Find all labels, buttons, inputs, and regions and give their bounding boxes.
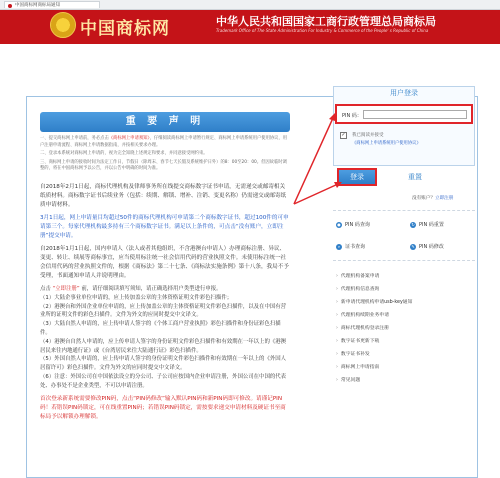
agreement-label: 我已阅读并接受	[352, 133, 384, 138]
menu-item[interactable]: › 数字证书补发	[336, 348, 412, 361]
service-menu	[336, 270, 412, 387]
browser-tab-title: 中国商标网商标局通知	[15, 3, 60, 8]
login-panel	[333, 86, 475, 166]
national-emblem-icon	[50, 12, 76, 38]
login-title: 用户登录	[390, 89, 418, 97]
pin-warning: 首次登录新系统需要修改PIN码，点击“PIN码修改”输入默认PIN码和新PIN码即可修改。请谨记PIN码！若错误PIN码锁定，可在线重置PIN码；若错误PIN码锁定，需按要求递交申请材料及硬证书至商标局予以解锁办理解锁。	[40, 395, 286, 420]
reset-button[interactable]: 重置	[400, 168, 430, 186]
menu-item[interactable]: › 商标代理机构登录注册	[336, 322, 412, 335]
org-subtitle: Trademark Office of The State Administration For Industry & Commerce of the People' s Republic of China	[216, 28, 429, 33]
no-account-row: 没有账户？立即注册	[412, 196, 454, 201]
pin-input[interactable]	[363, 110, 467, 119]
list-item: （1）大陆企事业单位申请的，应上传加盖公章的主体资格证明文件彩色扫描件；	[40, 294, 233, 301]
menu-item[interactable]: › 商标网上申请指南	[336, 361, 412, 374]
pin-label: PIN 码：	[342, 113, 362, 119]
register-link[interactable]: 立即注册	[434, 196, 454, 201]
divider	[333, 210, 475, 211]
list-item: （5）外国自然人申请的，应上传申请人签字的身份证明文件彩色扫描件和有效期在一年以上的《外国人居留许可》彩色扫描件。文件为外文的应同时提交中文译文。	[40, 356, 287, 372]
notice-register-hint: 点击 “立即注册” 前，请仔细阅读填写须知，请正确选择用户类型进行申报。	[40, 285, 222, 292]
notice-para-license: 自2018年1月1日起，国内申请人（法人或者其他组织，不含港澳台申请人）办理商标注册、异议、变更、转让、续展等商标事宜，应当使用标注统一社会信用代码的营业执照文件。未使用标注统一社会信用代码的营业执照文件的，根据《商标法》第二十七条、《商标法实施条例》第十八条，我局不予受理，书面通知申请人并说明理由。	[40, 245, 289, 279]
menu-item[interactable]: › 常见问题	[336, 374, 412, 387]
browser-tab-bar	[0, 0, 500, 10]
browser-tab[interactable]	[4, 1, 100, 8]
menu-item[interactable]: › 数字证书更新下载	[336, 335, 412, 348]
notice-intro-2: 二、登录本系统对商标网上申请的，视为完全知晓上述规定和要求，并同意接受网约束。	[40, 151, 208, 157]
register-inline-link[interactable]: “立即注册”	[52, 285, 80, 292]
edit-icon: ✎	[411, 243, 415, 249]
menu-item[interactable]: › 新申请代理机构申请usb-key通知	[336, 296, 412, 309]
quick-link-pin-reset[interactable]: ↻ PIN 码重置	[411, 221, 444, 228]
menu-item[interactable]: › 代理机构备案申请	[336, 270, 412, 283]
search-icon: ⌕	[337, 243, 341, 249]
refresh-icon: ↻	[411, 221, 415, 227]
list-item: （6）注意：外国公司在中国依法设立的分公司、子公司应按国内企业申请注册，外国公司在中国的代表处、办事处不是企业类型，不可以申请注册。	[40, 373, 287, 389]
notice-rules-link[interactable]: 《商标网上申请须知》	[108, 136, 150, 141]
agreement-checkbox[interactable]: ✓	[341, 132, 346, 138]
menu-item[interactable]: › 代理机构信息查询	[336, 283, 412, 296]
list-item: （4）港澳台自然人申请的，应上传申请人签字的身份证明文件彩色扫描件和有效期在一年以上的《港澳居民来往内地通行证》或《台湾居民来往大陆通行证》彩色扫描件。	[40, 338, 287, 354]
pin-field-row	[335, 104, 473, 124]
key-icon: ●	[337, 221, 341, 227]
quick-link-cert-query[interactable]: ⌕ 证书查询	[337, 243, 366, 250]
notice-intro-3: 三、商标网上申请的接收时间为法定工作日，节假日（除周末、春节七天长假及系统维护日外）的8：00至20：00。但因故临时调整的，将在中国商标网予以公告，并以公告中明确的时间为准。	[40, 159, 287, 172]
notice-heading: 重 要 声 明	[40, 112, 290, 132]
menu-item[interactable]: › 代理机构续期业务申请	[336, 309, 412, 322]
notice-para-cert: 自2018年2月1日起，商标代理机构及律师事务所在线提交商标数字证书申请，无需递交或邮寄相关纸质材料。商标数字证书后续业务（包括：续期、解锁、增补、注销、变更名称）仍需递交或邮寄纸质申请材料。	[40, 183, 287, 208]
quick-link-pin-change[interactable]: ✎ PIN 码修改	[411, 243, 444, 250]
login-button[interactable]: 登录	[337, 168, 377, 186]
site-logo[interactable]: 中国商标网	[80, 19, 170, 39]
quick-link-pin-query[interactable]: ● PIN 码查询	[337, 221, 370, 228]
list-item: （3）大陆自然人申请的，应上传申请人签字的《个体工商户营业执照》彩色扫描件和身份证彩色扫描件。	[40, 321, 281, 336]
notice-intro-1: 一、提交商标网上申请前，务必点击《商标网上申请须知》，仔细阅读商标网上申请暂行规定、商标网上申请系统用户使用协议、用户注册申请流程、商标网上申请数据指南，并按相关要求办理。	[40, 136, 288, 148]
divider	[333, 260, 475, 261]
agreement-link[interactable]: 《商标网上申请系统用户使用协议》	[352, 141, 421, 146]
notice-body	[40, 136, 290, 424]
org-title: 中华人民共和国国家工商行政管理总局商标局	[216, 15, 436, 28]
favicon-icon	[8, 4, 12, 8]
notice-para-second-cert: 3月1日起，网上申请量目均超过50件的商标代理机构可申请第二个商标数字证书，超过100件的可申请第三个。每家代理机构最多持有三个商标数字证书。满足以上条件的，可点击“没有账户，立即注册”提交申请。	[40, 214, 289, 239]
list-item: （2）港澳台和外国企业单位申请的，应上传加盖公章的主体资格证明文件彩色扫描件，以及在中国有营业所的证明文件的彩色扫描件。文件为外文的应同时提交中文译文。	[40, 303, 287, 319]
